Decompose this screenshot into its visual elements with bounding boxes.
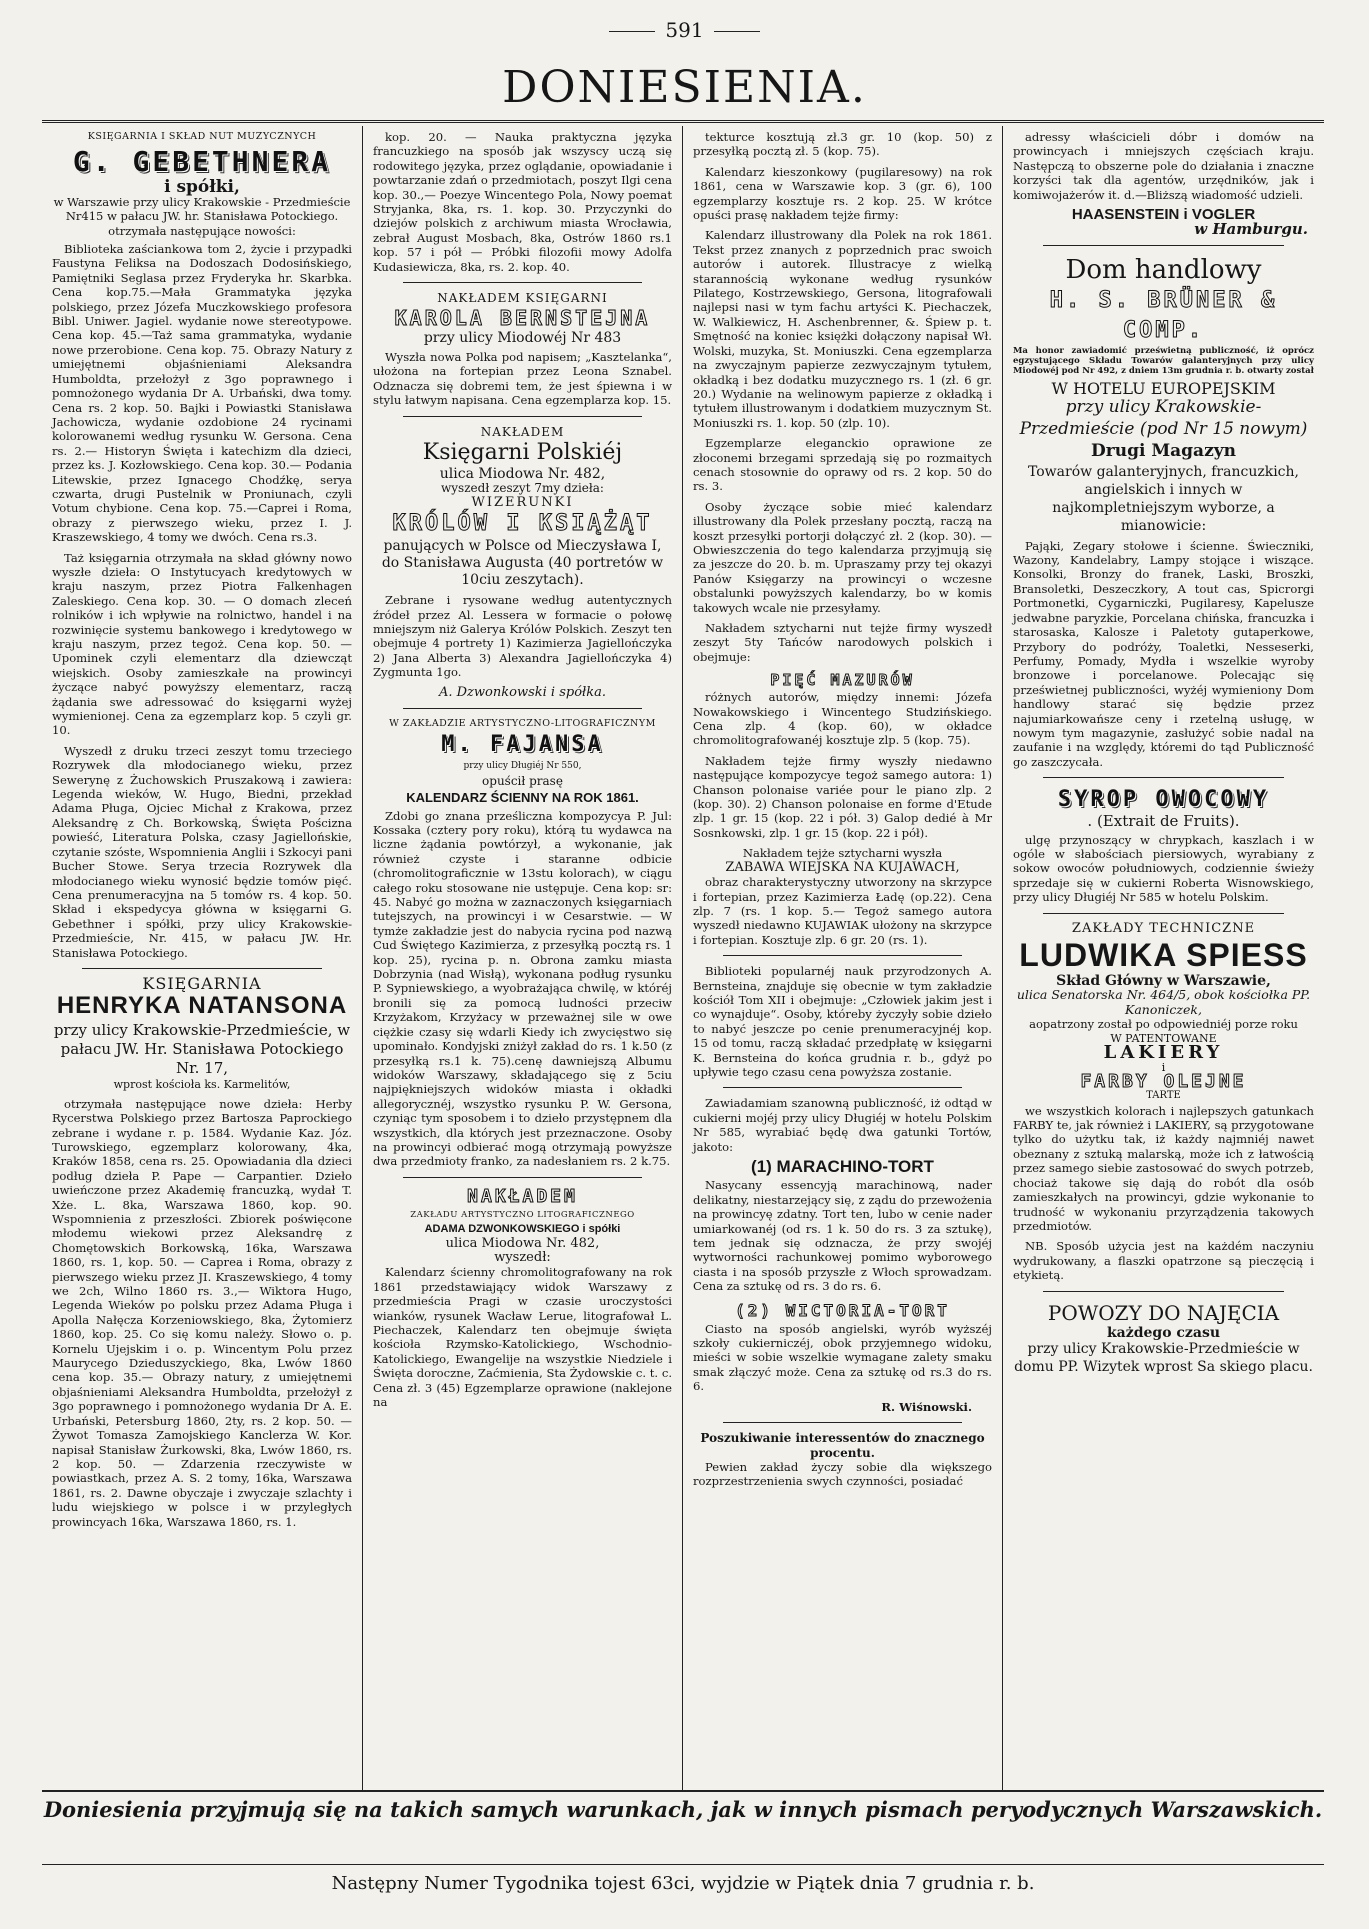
c4-text-3: ulgę przynoszący w chrypkach, kaszlach i w ogóle w słabościach piersiowych, wyrabiany z sokow owoców południowych, codziennie świeży sprzedaje się w cukierni Roberta Wisnowskiego, przy ulicy Długiéj Nr 585 w hotelu Polskim. <box>1013 832 1314 905</box>
haasenstein-city: w Hamburgu. <box>1194 220 1308 239</box>
wisnowski-signature: R. Wiśnowski. <box>881 1399 972 1414</box>
top-rule <box>42 120 1324 123</box>
bruner-notice: Ma honor zawiadomić prześwietną publiczność, iż oprócz egzystującego Składu Towarów galanteryjnych przy ulicy Miodowéj pod Nr 492, z dniem 13m grudnia r. b. otwarty został <box>1013 345 1314 376</box>
c4-text-4: we wszystkich kolorach i najlepszych gatunkach FARBY te, jak również i LAKIERY, są przygotowane tylko do użytku tak, iż każdy najmniéj nawet obeznany z sztuką malarską, może ich z łatwością przez samego siebie zastosować do swych potrzeb, chociaż takowe się dają do robót dla osób zamieszkałych na prowincyi, gdzie wykonanie to trudność w wykonaniu przyrządzenia takowych przedmiotów. <box>1013 1103 1314 1233</box>
column-1 <box>42 126 362 1790</box>
gebethner-company: i spółki, <box>164 177 240 198</box>
fajans-address: przy ulicy Długiéj Nr 550, <box>463 761 582 772</box>
gebethner-heading: KSIĘGARNIA I SKŁAD NUT MUZYCZNYCH <box>87 131 317 142</box>
divider <box>403 282 642 283</box>
spiess-warehouse: Skład Główny w Warszawie, <box>1056 973 1271 989</box>
drugi-magazyn: Drugi Magazyn <box>1091 441 1236 462</box>
divider <box>723 1087 962 1088</box>
c3-text-10: obraz charakterystyczny utworzony na skrzypce i fortepian, przez Kazimierza Ładę (op.22). Cena zlp. 7 (rs. 1 kop. 5.— Tegoż samego autora wyszedł niedawno KUJAWIAK ułożony na skrzypce i fortepian. Kosztuje zlp. 6 gr. 20 (rs. 1). <box>693 875 992 947</box>
c3-text-9: Nakładem tejże sztycharni wyszła <box>742 846 943 861</box>
zaklady-heading: ZAKŁADY TECHNICZNE <box>1071 920 1256 936</box>
poszukiwanie-title: Poszukiwanie interessentów do znacznego procentu. <box>700 1431 985 1460</box>
c3-text-1: tekturce kosztują zł.3 gr. 10 (kop. 50) z przesyłką pocztą zł. 5 (kop. 75). <box>693 130 992 159</box>
zabawa-title: ZABAWA WIEJSKA NA KUJAWACH, <box>725 859 960 875</box>
divider <box>1043 245 1284 246</box>
column-2 <box>362 126 682 1790</box>
powozy-address: przy ulicy Krakowskie-Przedmieście w domu PP. Wizytek wprost Sa skiego placu. <box>1014 1340 1313 1375</box>
farby-title: FARBY OLEJNE <box>1080 1070 1247 1092</box>
spiess-name: LUDWIKA SPIESS <box>1019 937 1308 973</box>
bernstejn-name: KAROLA BERNSTEJNA <box>394 306 651 331</box>
lakiery-and: i <box>1161 1060 1166 1075</box>
lakiery-title: LAKIERY <box>1103 1042 1224 1064</box>
c4-text-5: NB. Sposób użycia jest na każdém naczyniu wydrukowany, a flaszki opatrzone są pieczęcią i etykietą. <box>1013 1239 1314 1283</box>
dzwonkowski-text: Kalendarz ścienny chromolitografowany na rok 1861 przedstawiający widok Warszawy z przedmieścia Pragi w czasie uroczystości wianków, rysunek Wacław Lerue, litografował L. Piechaczek, Kalendarz ten obejmuje święta kościoła Rzymsko-Katolickiego, Wschodnio-Katolickiego, Ewangelije na wszystkie Niedziele i Święta doroczne, Zaćmienia, Sta Żydowskie c. t. c. Cena zł. 3 (45) Egzemplarze oprawione (naklejone na <box>373 1265 672 1410</box>
column-4 <box>1002 126 1324 1790</box>
gebethner-text-1: Biblioteka zaściankowa tom 2, życie i przypadki Faustyna Feliksa na Dodoszach Dodosińskiego, Pamiętniki Seglasa przez Fryderyka hr. Skarbka. Cena kop.75.—Mała Grammatyka języka polskiego, przez Józefa Muczkowskiego profesora Bibl. Uniwer. Jagiel. wydanie nowe stereotypowe. Cena kop. 45.—Taż sama grammatyka, wydanie nowe przerobione. Cena kop. 75. Obrazy Natury z umiejętnemi objaśnieniami Aleksandra Humboldta, przełożył z 3go poprawnego i pomnożonego wydania Dr A. Urbański, dwa tomy. Cena rs. 2 kop. 50. Bajki i Powiastki Stanisława Jachowicza, wydanie ozdobione 24 rycinami kolorowanemi według rysunku W. Gersona. Cena rs. 2.— Historyn Święta i katechizm dla dzieci, przez ks. J. Kozłowskiego. Cena kop. 30.— Podania Litewskie, przez Ignacego Chodźkę, serya czwarta, drugi Pustelnik w Proniunach, czyli Votum chybione. Cena kop. 75.—Caprei i Roma, obrazy z pierwszego wieku, przez I. J. Kraszewskiego, 4 tomy we dwóch. Cena rs.3. <box>52 242 352 545</box>
powozy-subtitle: każdego czasu <box>1106 1324 1221 1341</box>
syrop-title: SYROP OWOCOWY <box>1057 787 1270 813</box>
c3-text-7: różnych autorów, między innemi: Józefa Nowakowskiego i Wincentego Studzińskiego. Cena zlp. 4 (kop. 60), w okładce chromolitografowanéj kosztuje zlp. 5 (kop. 75). <box>693 690 992 748</box>
polska-name: Księgarni Polskiéj <box>422 439 623 465</box>
divider <box>1043 913 1284 914</box>
haasenstein-name: HAASENSTEIN i VOGLER <box>1071 206 1256 224</box>
c3-text-12: Zawiadamiam szanowną publiczność, iż odtąd w cukierni mojéj przy ulicy Długiéj w hotelu Polskim Nr 585, wyrabiać będę dwa gatunki Tortów, jakoto: <box>693 1096 992 1154</box>
divider <box>82 968 322 969</box>
bruner-name: H. S. BRÜNER & COMP. <box>1049 287 1278 343</box>
dzwonkowski-subheading: ZAKŁADU ARTYSTYCZNO LITOGRAFICZNEGO <box>410 1209 635 1220</box>
wizerunki-subtitle: panujących w Polsce od Mieczysława I, do Stanisława Augusta (40 portretów w 10ciu zeszytach). <box>381 538 664 589</box>
spiess-supply: aopatrzony został po odpowiedniéj porze roku <box>1029 1017 1298 1032</box>
marachino-title: (1) MARACHINO-TORT <box>751 1157 934 1176</box>
polska-address: ulica Miodowa Nr. 482, <box>439 465 606 482</box>
syrop-subtitle: . (Extrait de Fruits). <box>1087 812 1240 831</box>
dzwonkowski-signature: A. Dzwonkowski i spółka. <box>438 684 606 700</box>
wizerunki-heading: WIZERUNKI <box>471 494 574 510</box>
mazury-title: PIĘĆ MAZURÓW <box>770 671 915 690</box>
natanson-location: wprost kościoła ks. Karmelitów, <box>113 1078 291 1092</box>
towary-heading: Towarów galanteryjnych, francuzkich, angielskich i innych w najkompletniejszym wyborze, a mianowicie: <box>1028 463 1299 534</box>
c3-text-6: Nakładem sztycharni nut tejże firmy wyszedł zeszyt 5ty Tańców narodowych polskich i obejmuje: <box>693 621 992 664</box>
patentowane-heading: W PATENTOWANE <box>1110 1031 1217 1045</box>
wictoria-title: (2) WICTORIA-TORT <box>735 1300 950 1320</box>
page-title: DONIESIENIA. <box>502 62 867 113</box>
polska-heading: NAKŁADEM <box>480 424 565 439</box>
gebethner-intro: otrzymała następujące nowości: <box>108 223 296 238</box>
natanson-heading: KSIĘGARNIA <box>142 973 262 993</box>
c4-text-1: adressy właścicieli dóbr i domów na prowincyach i mniejszych częściach kraju. Następczą to obszerne pole do działania i znaczne korzyści tak dla agentów, urzędników, jak i komiwojażerów it. d.—Bliższą wiadomość udzieli. <box>1013 130 1314 202</box>
c3-text-5: Osoby życzące sobie mieć kalendarz illustrowany dla Polek przesłany pocztą, raczą na koszt przesyłki portorji dołączyć zł. 2 (kop. 30). — Obwieszczenia do tego kalendarza przyjmują się za jeszcze do 20. b. m. Upraszamy przy tej okazyi Panów Księgarzy na prowincyi o wczesne obstalunki powyższych kalendarzy, bo w komis takowych wcale nie przesyłamy. <box>693 499 992 615</box>
bernstejn-heading: NAKŁADEM KSIĘGARNI <box>437 291 608 306</box>
c3-text-15: Pewien zakład życzy sobie dla większego rozprzestrzenienia swych czynności, posiadać <box>693 1459 992 1489</box>
divider <box>403 1177 642 1178</box>
divider <box>1043 777 1284 778</box>
bernstejn-text: Wyszła nowa Polka pod napisem; „Kasztelanka“, ułożona na fortepian przez Leona Sznabel. Odznacza się dobremi tem, że jest śpiewna i w stylu łatwym napisana. Cena egzemplarza kop. 15. <box>373 349 672 408</box>
gebethner-text-3: Wyszedł z druku trzeci zeszyt tomu trzeciego Rozrywek dla młodocianego wieku, przez Sewerynę z Żuchowskich Pruszakową i zawiera: Legenda wieków, W. Hugo, Biedni, przekład Adama Pługa, Ojciec Michał z Krakowa, przez Aleksandrę z Ch. Borkowską, Święta Pościzna powieść, Literatura Polska, czasy Jagiellońskie, czytanie szóste, Wspomnienia Anglii i Szkocyi pani Bucher Stowe. Serya trzecia Rozrywek dla młodocianego wieku wynosić będzie tomów pięć. Cena prenumeracyjna na 5 tomów rs. 4 kop. 50. Skład i ekspedycya główna w księgarni G. Gebethner i spółki, przy ulicy Krakowskie-Przedmieście, Nr. 415, w pałacu JW. Hr. Stanisława Potockiego. <box>52 743 352 960</box>
column-3 <box>682 126 1002 1790</box>
dzwonkowski-address: ulica Miodowa Nr. 482, <box>445 1235 600 1251</box>
natanson-name: HENRYKA NATANSONA <box>56 992 348 1020</box>
c3-text-8: Nakładem tejże firmy wyszły niedawno następujące kompozycye tegoż samego autora: 1) Chanson polonaise variée pour le piano zlp. 2 (kop. 30). 2) Chanson polonaise en forme d'Etude zlp. 1 gr. 15 (kop. 22 i pół. 3) Galop dedié à Mr Sosnkowski, zlp. 1 gr. 15 (kop. 22 i pół). <box>693 753 992 840</box>
divider <box>723 1422 962 1423</box>
bernstejn-address: przy ulicy Miodowéj Nr 483 <box>423 330 622 347</box>
wizerunki-text: Zebrane i rysowane według autentycznych źródeł przez Al. Lessera w formacie o połowę mniejszym niż Galerya Królów Polskich. Zeszyt ten obejmuje 4 portrety 1) Kazimierza Jagiellończyka 2) Jana Alberta 3) Alexandra Jagiellończyka 4) Zygmunta 1go. <box>373 593 672 680</box>
polska-issue: wyszedł zeszyt 7my dzieła: <box>441 481 604 496</box>
c3-text-2: Kalendarz kieszonkowy (pugilaresowy) na rok 1861, cena w Warszawie kop. 3 (gr. 6), 100 egzemplarzy kosztuje rs. 2 kop. 25. W krótce opuści prasę nakładem tejże firmy: <box>693 164 992 223</box>
c4-text-2: Pająki, Zegary stołowe i ścienne. Świeczniki, Wazony, Kandelabry, Lampy stojące i wiszące. Konsolki, Bronzy do franek, Laski, Broszki, Bransoletki, Deszeczkory, A tout cas, Spicrorgi Portmonetki, Cygarniczki, Pugilaresy, Kapelusze jedwabne paryzkie, Porcelana chińska, francuzka i starosaska, Kalosze i Paletoty gutaperkowe, Przybory do podróży, Toaletki, Nesseserki, Perfumy, Pomady, Mydła i wszelkie wyroby bronzowe i porcelanowe. Polecając się prześwietnej publiczności, wyżéj wymieniony Dom handlowy starać się będzie przez najumiarkowańsze ceny i rzetelną usługę, w nowym tym magazynie, zasłużyć sobie nadal na zaufanie i na względy, któremi do tąd Publiczność go zaszczycała. <box>1013 538 1314 769</box>
tarte-label: TARTE <box>1146 1090 1181 1102</box>
gebethner-name: G. GEBETHNERA <box>72 145 332 179</box>
gebethner-text-2: Taż księgarnia otrzymała na skład główny nowo wyszłe dzieła: O Instytucyach kredytowych w kraju naszym, przez Piotra Falkenhagen Zaleskiego. Cena kop. 30. — O domach zleceń rolników i ich wpływie na rolnictwo, handel i na rozwinięcie systemu bankowego i kredytowego w kraju naszym, przez tegoż. Cena kop. 50. — Upominek czyli elementarz dla dziewcząt wiejskich. Osoby zamieszkałe na prowincyi życzące nabyć powyższy elementarz, raczą żądania swe adressować do księgarni wyżej wymienionej. Cena za egzemplarz kop. 5 czyli gr. 10. <box>52 550 352 738</box>
kalendarz-title: KALENDARZ ŚCIENNY NA ROK 1861. <box>406 790 639 806</box>
fajans-heading: W ZAKŁADZIE ARTYSTYCZNO-LITOGRAFICZNYM <box>389 717 656 729</box>
page-number-text: 591 <box>665 18 704 42</box>
page-number <box>0 18 1369 42</box>
divider <box>1043 1291 1284 1292</box>
dzwonkowski-name: ADAMA DZWONKOWSKIEGO i spółki <box>424 1223 621 1236</box>
wizerunki-title: KRÓLÓW I KSIĄŻĄT <box>392 511 653 537</box>
continued-text: kop. 20. — Nauka praktyczna języka francuzkiego na sposób jak wszyscy uczą się rodowitego języka, przez oglądanie, opowiadanie i powtarzanie zdań o przedmiotach, poszyt Ilgi cena kop. 30.,— Poezye Wincentego Pola, Nowy poemat Stryjanka, 8ka, rs. 1. kop. 30. Przyczynki do dziejów polskich z archiwum miasta Wrocławia, zebrał August Mosbach, 8ka, Ostrów 1860 rs.1 kop. 57 i pół — Próbki filozofii mowy Adolfa Kudasiewicza, 8ka, rs. 2. kop. 40. <box>373 130 672 274</box>
fajans-text: Zdobi go znana prześliczna kompozycya P. Jul: Kossaka (cztery pory roku), którą tu wydawca na liczne żądania powtórzył, a wykonanie, jak również czyste i staranne odbicie (chromolitograficznie w 13stu kolorach), w ciągu całego roku stosowane nie ustępuje. Cena kop: sr: 45. Nabyć go można w zaznaczonych księgarniach tutejszych, na prowincyi i w Cesarstwie. — W tymże zakładzie jest do nabycia rycina pod nazwą Cud Świętego Kazimierza, z przesyłką pocztą rs. 1 kop. 25), rycina p. n. Obrona zamku miasta Dobrzynia (nad Wisłą), wykonana podług rysunku P. Sypniewskiego, a wyobrażająca chwilę, w któréj bronili się za pomocą ludności przeciw Krzyżakom, Krzyżacy w przeważnej sile w owe ciężkie czasy się wdarli Kiedy ich zwycięstwo się upominało. Kondyjski zniżył zakład do rs. 1 k.50 (z przesyłką rs.1 k. 75).cenę dawniejszą Albumu widoków Warszawy, składającego się z 5ciu najpiękniejszych widoków miasta i okładki allegorycznéj, wszystko rysunku P. W. Gersona, czyniąc tym sposobem i to dzieło przystępnem dla wszystkich, dla których jest przeznaczone. Osoby na prowincyi odbierać mogą otrzymają powyższe dwa przedmioty franko, za nadesłaniem rs. 2 k.75. <box>373 808 672 1169</box>
hotel-address: przy ulicy Krakowskie-Przedmieście (pod Nr 15 nowym) <box>1019 397 1308 440</box>
gebethner-address: w Warszawie przy ulicy Krakowskie - Przedmieście Nr415 w pałacu JW. hr. Stanisława Potockiego. <box>53 194 351 224</box>
columns <box>42 126 1324 1790</box>
next-issue-note: Następny Numer Tygodnika tojest 63ci, wyjdzie w Piątek dnia 7 grudnia r. b. <box>42 1864 1324 1894</box>
c3-text-3: Kalendarz illustrowany dla Polek na rok 1861. Tekst przez znanych z poprzednich prac swoich autorów i autorek. Illustracye z wielką starannością wykonane według rysunków Pilatego, Kostrzewskiego, Gersona, litografowali najlepsi nasi w tym fachu artyści K. Piechaczek, W. Walkiewicz, H. Aschenbrenner, &. Śpiew p. t. Smętność na koniec księżki dołączony napisał Wł. Wolski, muzyka, St. Moniuszki. Cena egzemplarza na zwyczajnym papierze zezwyczajnym tytułem, okładką i bez dodatku muzycznego rs. 1 (zł. 6 gr. 20.) Wydanie na welinowym papierze z okładką i tytułem illustrowanym i dodatkiem muzycznym St. Moniuszki rs. 1. kop. 50 (zlp. 10). <box>693 228 992 430</box>
divider <box>403 708 642 709</box>
natanson-text: otrzymała następujące nowe dzieła: Herby Rycerstwa Polskiego przez Bartosza Paprockiego zebrane i wydane r. p. 1584. Wydanie Kaz. Józ. Turowskiego, egzemplarz kolorowany, 4ka, Kraków 1858, cena rs. 25. Opowiadania dla dzieci podług dzieła P. Pape — Carpantier. Dzieło uwieńczone przez Akademię francuzką, wydał T. Xże. L. 8ka, Warszawa 1860, kop. 90. Wspomnienia z przeszłości. Zbiorek poświęcone młodemu wiekowi przez Aleksandrę z Chomętowskich Borkowską, 16ka, Warszawa 1860, rs. 1, kop. 50. — Caprea i Roma, obrazy z pierwszego wieku przez JI. Kraszewskiego, 4 tomy we 2ch, Wilno 1860 rs. 3.,— Wiktora Hugo, Legenda Wieków po polsku przez Adama Pługa i Apolla Nałęcza Korzeniowskiego, 8ka, Żytomierz 1860, kop. 25. Co się komu należy. Słowo o. p. Kornelu Ujejskim i o. p. Wincentym Polu przez Maurycego Dzieduszyckiego, 8ka, Lwów 1860 cena kop. 35.— Obrazy natury, z umiejętnemi objaśnieniami Aleksandra Humboldta, przełożył z 3go poprawnego i pomnożonego wydania Dr A. E. Urbański, Petersburg 1860, 2ty, rs. 2 kop. 50. — Żywot Tomasza Zamojskiego Kanclerza W. Kor. napisał Stanisław Żurkowski, 8ka, Lwów 1860, rs. 2 kop. 50. — Zdarzenia rzeczywiste w powiastkach, przez A. S. 2 tomy, 16ka, Warszawa 1861, rs. 2. Dawne obyczaje i zwyczaje szlachty i ludu wiejskiego w polsce i w przyległych prowincyach 16ka, Warszawa 1860, rs. 1. <box>52 1096 352 1529</box>
c3-text-14: Ciasto na sposób angielski, wyrób wyższéj szkoły cukierniczéj, obok przyjemnego widoku, mieści w sobie wszelkie wymagane zalety smaku smak złączyć może. Cena za sztukę od rs.3 do rs. 6. <box>693 1321 992 1394</box>
fajans-name: M. FAJANSA <box>441 732 604 758</box>
hotel-heading: W HOTELU EUROPEJSKIM <box>1051 378 1276 398</box>
c3-text-11: Biblioteki popularnéj nauk przyrodzonych A. Bernsteina, znajduje się obecnie w tym zakładzie kościół Tom XII i obejmuje: „Człowiek jakim jest i co wynajduje“. Osoby, któreby życzyły sobie dzieło to nabyć jeszcze po cenie prenumeracyjnéj kop. 15 od tomu, raczą składać przedpłatę w księgarni K. Bernsteina do końca grudnia r. b., gdyż po upływie tego czasu cena powyższa zostanie. <box>693 964 992 1079</box>
footer-notice: Doniesienia przyjmują się na takich samych warunkach, jak w innych pismach peryodycznych Warszawskich. <box>42 1790 1324 1822</box>
dom-handlowy-heading: Dom handlowy <box>1065 254 1262 285</box>
c3-text-13: Nasycany essencyją marachinową, nader delikatny, niestarzejący się, z ządu do przewożenia na prowincyę zdatny. Tort ten, lubo w cenie nader umiarkowanéj (od rs. 1 k. 50 do rs. 3 za sztukę), tem jednak się odznacza, że przy swojéj wytworności rachunkowej pomimo wyborowego ciasta i na sposób przyszłe z Włoch sprowadzam. Cena za sztukę od rs. 3 do rs. 6. <box>693 1178 992 1294</box>
dzwonkowski-issued: wyszedł: <box>494 1249 551 1265</box>
dzwonkowski-heading: NAKŁADEM <box>467 1185 578 1207</box>
natanson-address: przy ulicy Krakowskie-Przedmieście, w pałacu JW. Hr. Stanisława Potockiego Nr. 17, <box>53 1021 351 1078</box>
powozy-title: POWOZY DO NAJĘCIA <box>1047 1300 1280 1325</box>
fajans-note: opuścił prasę <box>482 773 563 788</box>
divider <box>723 955 962 956</box>
divider <box>403 416 642 417</box>
spiess-address: ulica Senatorska Nr. 464/5, obok kościołka PP. Kanoniczek, <box>1016 987 1311 1017</box>
c3-text-4: Egzemplarze eleganckio oprawione ze złoconemi brzegami sprzedają się po rozmaitych cenach stosownie do oprawy od rs. 2 kop. 50 do rs. 3. <box>693 436 992 494</box>
